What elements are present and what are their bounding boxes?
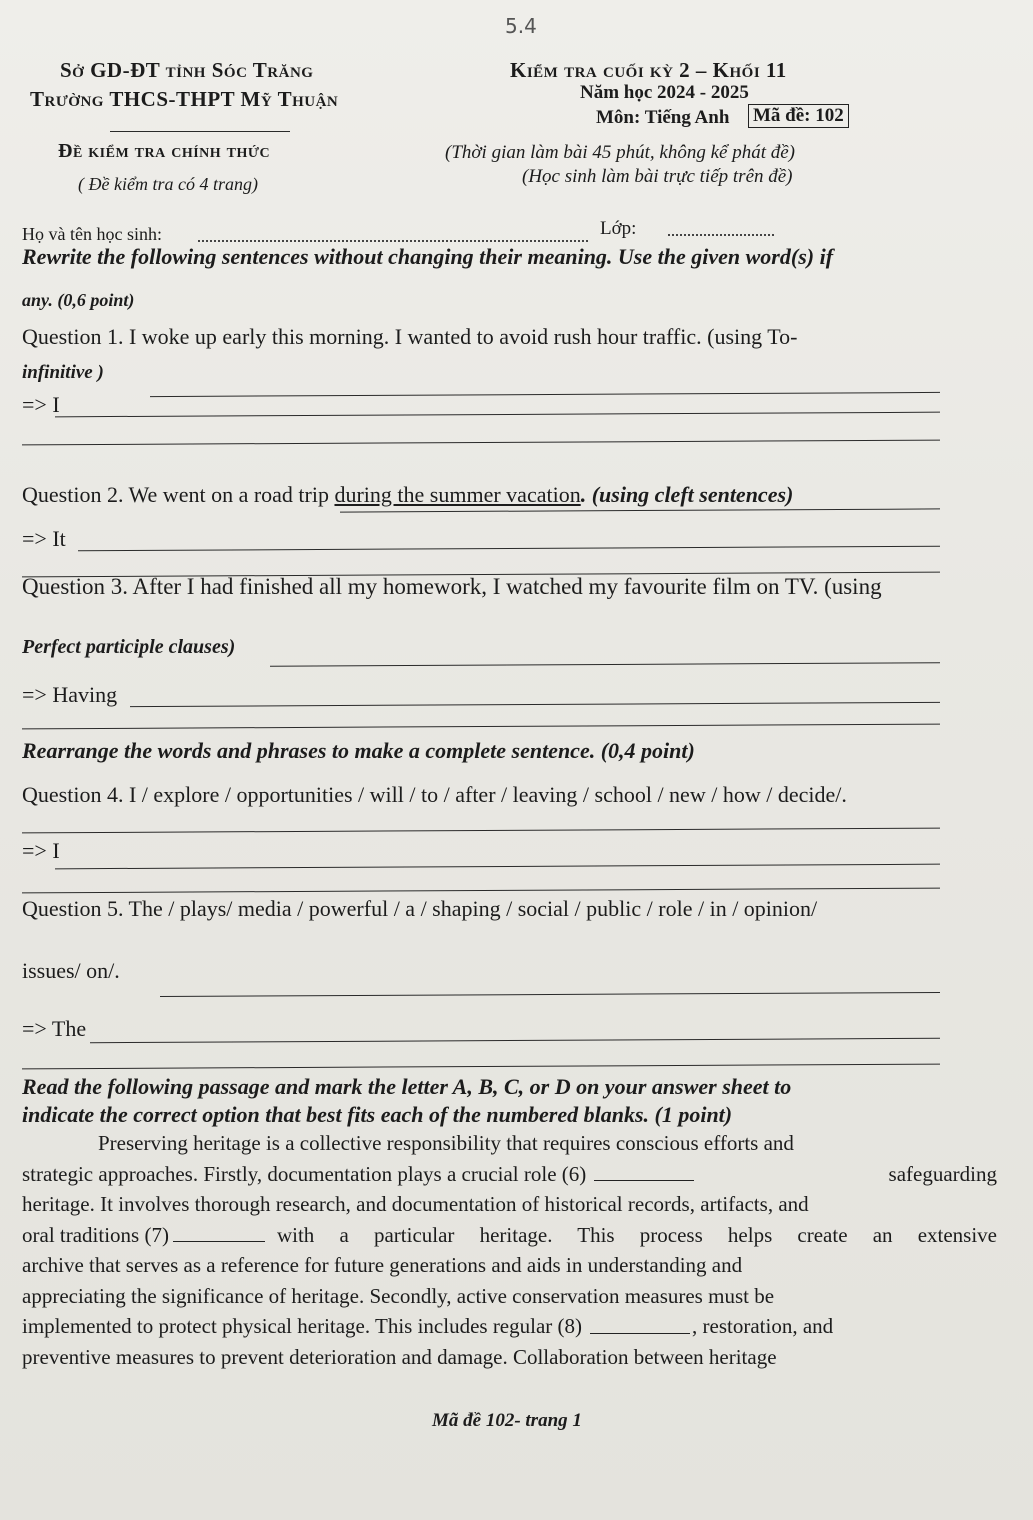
handwritten-mark: 5.4 xyxy=(505,14,537,38)
question-3-hint: Perfect participle clauses) xyxy=(22,636,236,658)
passage-line: archive that serves as a reference for future generations and aids in understanding and xyxy=(22,1253,743,1277)
answer-line[interactable] xyxy=(270,662,940,667)
blank-7[interactable] xyxy=(173,1220,265,1243)
question-5-answer-prefix: => The xyxy=(22,1016,87,1041)
question-3-answer-prefix: => Having xyxy=(22,682,118,707)
section2-instruction: Rearrange the words and phrases to make a complete sentence. (0,4 point) xyxy=(22,738,695,763)
passage xyxy=(22,1128,997,1372)
passage-line xyxy=(22,1220,997,1251)
blank-8[interactable] xyxy=(590,1311,690,1334)
question-5-cont: issues/ on/. xyxy=(22,958,120,983)
answer-line[interactable] xyxy=(22,828,940,834)
pages-note: ( Đề kiểm tra có 4 trang) xyxy=(78,174,258,194)
question-2-underlined: during the summer vacation xyxy=(334,482,581,507)
official-label: Đề kiểm tra chính thức xyxy=(58,140,271,162)
page-footer: Mã đề 102- trang 1 xyxy=(432,1410,582,1431)
exam-title: Kiểm tra cuối kỳ 2 – Khối 11 xyxy=(510,58,787,82)
class-field[interactable] xyxy=(668,234,774,236)
question-1: Question 1. I woke up early this morning. I wanted to avoid rush hour traffic. (using To- xyxy=(22,324,798,349)
answer-line[interactable] xyxy=(160,992,940,997)
answer-line[interactable] xyxy=(78,546,940,552)
answer-line[interactable] xyxy=(22,888,940,894)
question-4-answer-prefix: => I xyxy=(22,838,60,863)
passage-line xyxy=(22,1311,997,1342)
answer-line[interactable] xyxy=(90,1038,940,1043)
answer-line[interactable] xyxy=(55,864,940,870)
header-divider xyxy=(110,131,290,132)
section3-instruction: Read the following passage and mark the letter A, B, C, or D on your answer sheet to xyxy=(22,1074,792,1099)
question-5: Question 5. The / plays/ media / powerful / a / shaping / social / public / role / in / opinion/ xyxy=(22,896,818,921)
student-name-label: Họ và tên học sinh: xyxy=(22,224,162,244)
question-3: Question 3. After I had finished all my homework, I watched my favourite film on TV. (using xyxy=(22,574,882,599)
question-2 xyxy=(22,482,793,508)
answer-line[interactable] xyxy=(55,412,940,418)
section1-instruction: Rewrite the following sentences without changing their meaning. Use the given word(s) if xyxy=(22,244,834,269)
department-name: Sở GD-ĐT tỉnh Sóc Trăng xyxy=(60,58,314,82)
school-year: Năm học 2024 - 2025 xyxy=(580,82,749,103)
question-4: Question 4. I / explore / opportunities / will / to / after / leaving / school / new / how / decide/. xyxy=(22,782,847,807)
passage-line: heritage. It involves thorough research, and documentation of historical records, artifacts, and xyxy=(22,1192,809,1216)
question-1-answer-prefix: => I xyxy=(22,392,60,417)
passage-text: , restoration, and xyxy=(692,1314,834,1338)
answer-line[interactable] xyxy=(22,1064,940,1070)
section1-points: any. (0,6 point) xyxy=(22,290,135,310)
passage-line: preventive measures to prevent deterioration and damage. Collaboration between heritage xyxy=(22,1344,777,1369)
blank-6[interactable] xyxy=(594,1180,694,1181)
time-note: (Thời gian làm bài 45 phút, không kể phát đề) xyxy=(445,142,795,163)
question-1-hint: infinitive ) xyxy=(22,362,104,383)
question-2-text: Question 2. We went on a road trip xyxy=(22,482,335,507)
passage-text: implemented to protect physical heritage. This includes regular (8) xyxy=(22,1314,583,1338)
school-name: Trường THCS-THPT Mỹ Thuận xyxy=(30,87,339,111)
passage-line: appreciating the significance of heritage. Secondly, active conservation measures must be xyxy=(22,1283,775,1308)
student-name-field[interactable] xyxy=(198,240,588,242)
class-label: Lớp: xyxy=(600,218,637,239)
passage-text: strategic approaches. Firstly, documentation plays a crucial role (6) xyxy=(22,1161,587,1186)
question-2-hint: . (using cleft sentences) xyxy=(580,482,794,507)
exam-code-box: Mã đề: 102 xyxy=(748,104,849,128)
passage-line: Preserving heritage is a collective responsibility that requires conscious efforts and xyxy=(98,1131,794,1155)
passage-text: safeguarding xyxy=(888,1161,997,1186)
answer-line[interactable] xyxy=(130,702,940,707)
answer-line[interactable] xyxy=(22,724,940,730)
passage-text: oral traditions (7) xyxy=(22,1222,169,1247)
passage-line xyxy=(22,1159,997,1190)
answer-line[interactable] xyxy=(22,440,940,446)
passage-text: with a particular heritage. This process helps create an extensive xyxy=(276,1222,997,1247)
direct-note: (Học sinh làm bài trực tiếp trên đề) xyxy=(522,166,793,187)
section3-instruction-cont: indicate the correct option that best fits each of the numbered blanks. (1 point) xyxy=(22,1102,733,1127)
answer-line[interactable] xyxy=(340,508,940,512)
question-2-answer-prefix: => It xyxy=(22,526,66,551)
subject: Môn: Tiếng Anh xyxy=(596,107,730,128)
answer-line[interactable] xyxy=(150,392,940,397)
